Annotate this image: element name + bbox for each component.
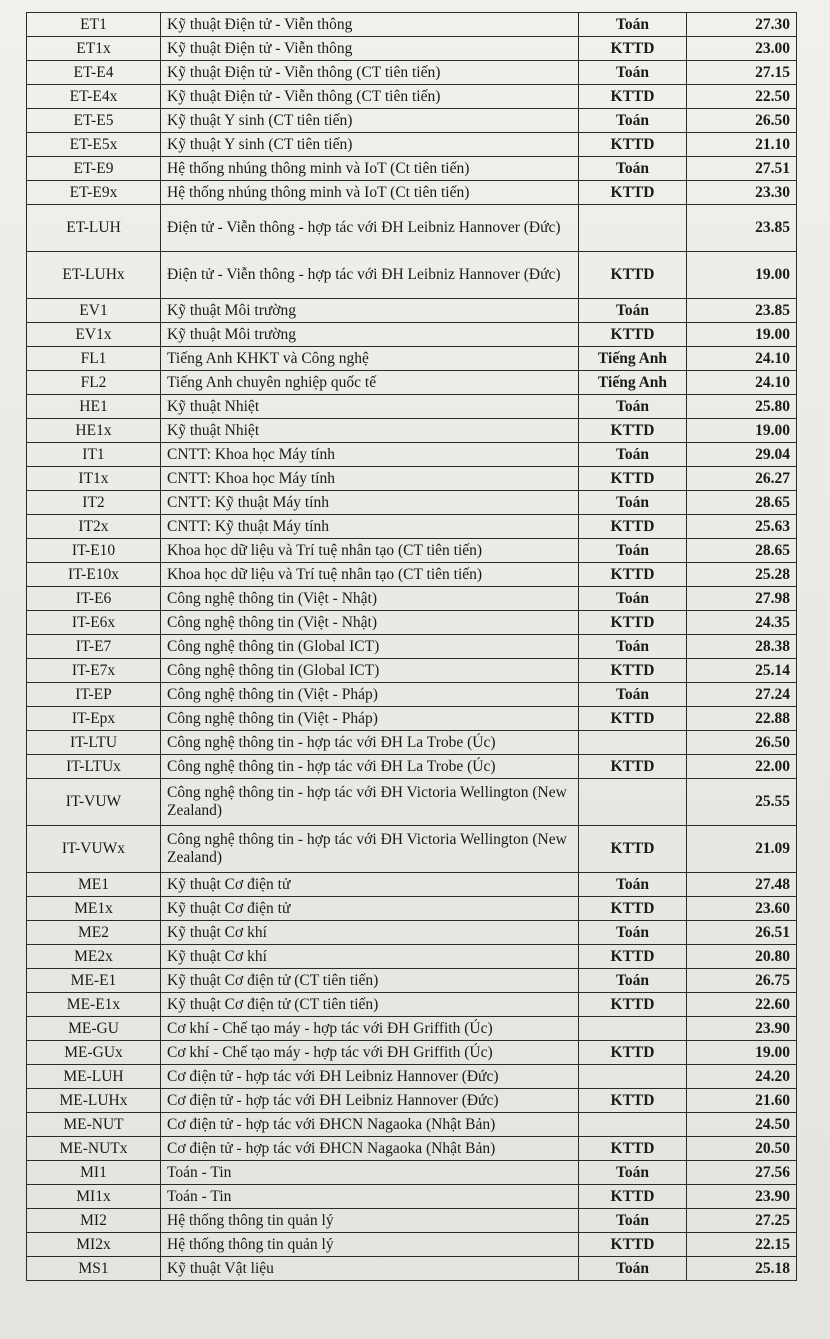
table-row (27, 13, 797, 37)
program-code-cell: IT1x (27, 467, 161, 491)
program-name-cell: Kỹ thuật Nhiệt (161, 395, 579, 419)
table-row (27, 755, 797, 779)
benchmark-score-cell: 28.38 (687, 635, 797, 659)
table-row (27, 181, 797, 205)
main-subject-cell: KTTD (579, 826, 687, 873)
program-code-cell: MI1x (27, 1185, 161, 1209)
program-code-cell: EV1 (27, 299, 161, 323)
program-name-cell: Tiếng Anh chuyên nghiệp quốc tế (161, 371, 579, 395)
program-code-cell: ET-E4 (27, 61, 161, 85)
table-row (27, 659, 797, 683)
main-subject-cell: KTTD (579, 563, 687, 587)
program-name-cell: Kỹ thuật Môi trường (161, 323, 579, 347)
program-code-cell: ME-LUHx (27, 1089, 161, 1113)
main-subject-cell: Toán (579, 1209, 687, 1233)
program-code-cell: ME-NUTx (27, 1137, 161, 1161)
benchmark-score-cell: 27.24 (687, 683, 797, 707)
main-subject-cell: KTTD (579, 467, 687, 491)
program-name-cell: CNTT: Khoa học Máy tính (161, 443, 579, 467)
program-name-cell: Kỹ thuật Y sinh (CT tiên tiến) (161, 133, 579, 157)
table-row (27, 563, 797, 587)
benchmark-score-cell: 25.28 (687, 563, 797, 587)
program-code-cell: IT-E10x (27, 563, 161, 587)
program-code-cell: IT-Epx (27, 707, 161, 731)
table-row (27, 443, 797, 467)
program-code-cell: ET-LUH (27, 205, 161, 252)
program-name-cell: Công nghệ thông tin - hợp tác với ĐH La Trobe (Úc) (161, 755, 579, 779)
table-row (27, 1041, 797, 1065)
main-subject-cell: Toán (579, 1257, 687, 1281)
table-row (27, 205, 797, 252)
benchmark-score-cell: 22.88 (687, 707, 797, 731)
benchmark-score-cell: 25.55 (687, 779, 797, 826)
main-subject-cell: KTTD (579, 37, 687, 61)
main-subject-cell: Toán (579, 1161, 687, 1185)
program-name-cell: Kỹ thuật Cơ điện tử (161, 873, 579, 897)
program-name-cell: Tiếng Anh KHKT và Công nghệ (161, 347, 579, 371)
benchmark-score-cell: 28.65 (687, 539, 797, 563)
table-row (27, 826, 797, 873)
main-subject-cell: Toán (579, 539, 687, 563)
program-name-cell: Kỹ thuật Cơ điện tử (CT tiên tiến) (161, 993, 579, 1017)
main-subject-cell (579, 1065, 687, 1089)
program-code-cell: MI1 (27, 1161, 161, 1185)
program-code-cell: ET1x (27, 37, 161, 61)
program-code-cell: IT-E6x (27, 611, 161, 635)
benchmark-score-cell: 25.18 (687, 1257, 797, 1281)
benchmark-score-cell: 24.35 (687, 611, 797, 635)
benchmark-score-cell: 25.63 (687, 515, 797, 539)
table-body (27, 13, 797, 1281)
program-code-cell: ET-E9x (27, 181, 161, 205)
admission-score-table (26, 12, 797, 1281)
program-name-cell: Công nghệ thông tin (Việt - Nhật) (161, 587, 579, 611)
program-name-cell: Kỹ thuật Cơ điện tử (161, 897, 579, 921)
program-code-cell: FL1 (27, 347, 161, 371)
program-name-cell: CNTT: Kỹ thuật Máy tính (161, 491, 579, 515)
table-row (27, 299, 797, 323)
program-name-cell: Hệ thống thông tin quản lý (161, 1233, 579, 1257)
program-code-cell: FL2 (27, 371, 161, 395)
benchmark-score-cell: 19.00 (687, 323, 797, 347)
main-subject-cell: Toán (579, 873, 687, 897)
program-code-cell: ET-E4x (27, 85, 161, 109)
benchmark-score-cell: 25.80 (687, 395, 797, 419)
main-subject-cell: KTTD (579, 897, 687, 921)
benchmark-score-cell: 22.15 (687, 1233, 797, 1257)
table-row (27, 1209, 797, 1233)
table-row (27, 1161, 797, 1185)
table-row (27, 109, 797, 133)
benchmark-score-cell: 26.50 (687, 109, 797, 133)
program-name-cell: Kỹ thuật Điện tử - Viễn thông (161, 37, 579, 61)
program-code-cell: EV1x (27, 323, 161, 347)
program-name-cell: Công nghệ thông tin (Global ICT) (161, 635, 579, 659)
program-name-cell: Hệ thống nhúng thông minh và IoT (Ct tiên tiến) (161, 181, 579, 205)
program-code-cell: IT-LTUx (27, 755, 161, 779)
benchmark-score-cell: 29.04 (687, 443, 797, 467)
table-row (27, 1233, 797, 1257)
main-subject-cell: KTTD (579, 755, 687, 779)
benchmark-score-cell: 22.50 (687, 85, 797, 109)
table-row (27, 1113, 797, 1137)
program-code-cell: IT-VUW (27, 779, 161, 826)
table-row (27, 897, 797, 921)
table-row (27, 61, 797, 85)
main-subject-cell: Toán (579, 921, 687, 945)
program-name-cell: Kỹ thuật Y sinh (CT tiên tiến) (161, 109, 579, 133)
main-subject-cell: Toán (579, 635, 687, 659)
benchmark-score-cell: 26.75 (687, 969, 797, 993)
main-subject-cell (579, 1017, 687, 1041)
table-row (27, 921, 797, 945)
benchmark-score-cell: 23.90 (687, 1185, 797, 1209)
program-code-cell: MI2 (27, 1209, 161, 1233)
program-code-cell: ME-LUH (27, 1065, 161, 1089)
table-row (27, 1257, 797, 1281)
main-subject-cell: Toán (579, 491, 687, 515)
main-subject-cell: KTTD (579, 611, 687, 635)
program-code-cell: ME2x (27, 945, 161, 969)
program-name-cell: Kỹ thuật Vật liệu (161, 1257, 579, 1281)
program-name-cell: Cơ điện tử - hợp tác với ĐH Leibniz Hannover (Đức) (161, 1065, 579, 1089)
benchmark-score-cell: 27.98 (687, 587, 797, 611)
main-subject-cell: Toán (579, 299, 687, 323)
benchmark-score-cell: 21.10 (687, 133, 797, 157)
program-name-cell: CNTT: Kỹ thuật Máy tính (161, 515, 579, 539)
main-subject-cell: KTTD (579, 707, 687, 731)
table-row (27, 1017, 797, 1041)
program-name-cell: Công nghệ thông tin - hợp tác với ĐH Victoria Wellington (New Zealand) (161, 826, 579, 873)
table-row (27, 945, 797, 969)
program-name-cell: Kỹ thuật Nhiệt (161, 419, 579, 443)
main-subject-cell: KTTD (579, 1041, 687, 1065)
benchmark-score-cell: 21.09 (687, 826, 797, 873)
program-name-cell: Cơ điện tử - hợp tác với ĐHCN Nagaoka (Nhật Bản) (161, 1137, 579, 1161)
program-name-cell: Cơ điện tử - hợp tác với ĐH Leibniz Hannover (Đức) (161, 1089, 579, 1113)
main-subject-cell (579, 779, 687, 826)
program-name-cell: Công nghệ thông tin (Việt - Nhật) (161, 611, 579, 635)
main-subject-cell (579, 731, 687, 755)
main-subject-cell: Toán (579, 587, 687, 611)
benchmark-score-cell: 27.51 (687, 157, 797, 181)
program-name-cell: Điện tử - Viễn thông - hợp tác với ĐH Leibniz Hannover (Đức) (161, 205, 579, 252)
table-row (27, 779, 797, 826)
benchmark-score-cell: 20.80 (687, 945, 797, 969)
table-row (27, 323, 797, 347)
main-subject-cell: KTTD (579, 181, 687, 205)
program-code-cell: ME-GU (27, 1017, 161, 1041)
main-subject-cell: KTTD (579, 1137, 687, 1161)
main-subject-cell: KTTD (579, 252, 687, 299)
program-name-cell: Kỹ thuật Cơ khí (161, 921, 579, 945)
program-code-cell: ME-GUx (27, 1041, 161, 1065)
program-code-cell: ME-E1x (27, 993, 161, 1017)
program-name-cell: Kỹ thuật Cơ khí (161, 945, 579, 969)
benchmark-score-cell: 24.10 (687, 371, 797, 395)
program-name-cell: Công nghệ thông tin - hợp tác với ĐH Victoria Wellington (New Zealand) (161, 779, 579, 826)
program-code-cell: ET-E9 (27, 157, 161, 181)
table-row (27, 635, 797, 659)
benchmark-score-cell: 23.90 (687, 1017, 797, 1041)
main-subject-cell: KTTD (579, 419, 687, 443)
main-subject-cell: KTTD (579, 85, 687, 109)
main-subject-cell: Toán (579, 969, 687, 993)
main-subject-cell: Toán (579, 395, 687, 419)
program-name-cell: Cơ khí - Chế tạo máy - hợp tác với ĐH Griffith (Úc) (161, 1041, 579, 1065)
benchmark-score-cell: 19.00 (687, 419, 797, 443)
main-subject-cell: KTTD (579, 1185, 687, 1209)
program-code-cell: IT2 (27, 491, 161, 515)
benchmark-score-cell: 27.48 (687, 873, 797, 897)
benchmark-score-cell: 23.00 (687, 37, 797, 61)
main-subject-cell: Toán (579, 683, 687, 707)
benchmark-score-cell: 24.20 (687, 1065, 797, 1089)
program-code-cell: ET1 (27, 13, 161, 37)
benchmark-score-cell: 27.30 (687, 13, 797, 37)
program-code-cell: ME-E1 (27, 969, 161, 993)
table-row (27, 993, 797, 1017)
program-code-cell: ET-E5x (27, 133, 161, 157)
table-row (27, 491, 797, 515)
program-code-cell: IT-E10 (27, 539, 161, 563)
main-subject-cell: Toán (579, 109, 687, 133)
table-row (27, 419, 797, 443)
program-code-cell: IT-VUWx (27, 826, 161, 873)
benchmark-score-cell: 26.51 (687, 921, 797, 945)
main-subject-cell: KTTD (579, 945, 687, 969)
table-row (27, 683, 797, 707)
benchmark-score-cell: 28.65 (687, 491, 797, 515)
main-subject-cell: Toán (579, 443, 687, 467)
table-row (27, 539, 797, 563)
program-name-cell: Cơ điện tử - hợp tác với ĐHCN Nagaoka (Nhật Bản) (161, 1113, 579, 1137)
table-row (27, 467, 797, 491)
benchmark-score-cell: 26.50 (687, 731, 797, 755)
program-code-cell: IT-E6 (27, 587, 161, 611)
table-row (27, 347, 797, 371)
benchmark-score-cell: 24.50 (687, 1113, 797, 1137)
benchmark-score-cell: 24.10 (687, 347, 797, 371)
table-row (27, 1065, 797, 1089)
table-row (27, 85, 797, 109)
table-row (27, 133, 797, 157)
program-code-cell: HE1 (27, 395, 161, 419)
main-subject-cell: KTTD (579, 323, 687, 347)
benchmark-score-cell: 21.60 (687, 1089, 797, 1113)
table-row (27, 515, 797, 539)
program-name-cell: Hệ thống thông tin quản lý (161, 1209, 579, 1233)
program-name-cell: Kỹ thuật Điện tử - Viễn thông (161, 13, 579, 37)
program-code-cell: IT1 (27, 443, 161, 467)
program-name-cell: Công nghệ thông tin (Việt - Pháp) (161, 707, 579, 731)
program-name-cell: Cơ khí - Chế tạo máy - hợp tác với ĐH Griffith (Úc) (161, 1017, 579, 1041)
main-subject-cell: Tiếng Anh (579, 347, 687, 371)
benchmark-score-cell: 23.60 (687, 897, 797, 921)
program-name-cell: Kỹ thuật Cơ điện tử (CT tiên tiến) (161, 969, 579, 993)
program-code-cell: IT-E7x (27, 659, 161, 683)
program-name-cell: Công nghệ thông tin (Global ICT) (161, 659, 579, 683)
benchmark-score-cell: 22.00 (687, 755, 797, 779)
benchmark-score-cell: 27.56 (687, 1161, 797, 1185)
table-row (27, 371, 797, 395)
program-code-cell: ET-E5 (27, 109, 161, 133)
program-code-cell: ME1 (27, 873, 161, 897)
program-code-cell: IT2x (27, 515, 161, 539)
benchmark-score-cell: 26.27 (687, 467, 797, 491)
table-row (27, 1137, 797, 1161)
benchmark-score-cell: 27.25 (687, 1209, 797, 1233)
program-name-cell: Điện tử - Viễn thông - hợp tác với ĐH Leibniz Hannover (Đức) (161, 252, 579, 299)
program-code-cell: IT-LTU (27, 731, 161, 755)
program-code-cell: ET-LUHx (27, 252, 161, 299)
main-subject-cell: KTTD (579, 1089, 687, 1113)
program-name-cell: Khoa học dữ liệu và Trí tuệ nhân tạo (CT tiên tiến) (161, 563, 579, 587)
table-row (27, 157, 797, 181)
benchmark-score-cell: 23.30 (687, 181, 797, 205)
benchmark-score-cell: 22.60 (687, 993, 797, 1017)
table-row (27, 707, 797, 731)
main-subject-cell: KTTD (579, 659, 687, 683)
program-code-cell: ME-NUT (27, 1113, 161, 1137)
program-code-cell: ME2 (27, 921, 161, 945)
main-subject-cell: Tiếng Anh (579, 371, 687, 395)
program-code-cell: IT-E7 (27, 635, 161, 659)
program-name-cell: Khoa học dữ liệu và Trí tuệ nhân tạo (CT tiên tiến) (161, 539, 579, 563)
main-subject-cell: Toán (579, 13, 687, 37)
benchmark-score-cell: 20.50 (687, 1137, 797, 1161)
program-name-cell: Kỹ thuật Môi trường (161, 299, 579, 323)
table-row (27, 587, 797, 611)
program-name-cell: Hệ thống nhúng thông minh và IoT (Ct tiên tiến) (161, 157, 579, 181)
main-subject-cell: Toán (579, 61, 687, 85)
table-row (27, 252, 797, 299)
program-name-cell: CNTT: Khoa học Máy tính (161, 467, 579, 491)
program-code-cell: MI2x (27, 1233, 161, 1257)
table-row (27, 611, 797, 635)
main-subject-cell: KTTD (579, 1233, 687, 1257)
program-code-cell: MS1 (27, 1257, 161, 1281)
program-name-cell: Kỹ thuật Điện tử - Viễn thông (CT tiên tiến) (161, 61, 579, 85)
table-row (27, 1089, 797, 1113)
program-code-cell: ME1x (27, 897, 161, 921)
program-code-cell: HE1x (27, 419, 161, 443)
benchmark-score-cell: 19.00 (687, 1041, 797, 1065)
table-row (27, 1185, 797, 1209)
benchmark-score-cell: 19.00 (687, 252, 797, 299)
table-row (27, 395, 797, 419)
main-subject-cell: KTTD (579, 515, 687, 539)
benchmark-score-cell: 23.85 (687, 205, 797, 252)
main-subject-cell: Toán (579, 157, 687, 181)
table-row (27, 969, 797, 993)
main-subject-cell (579, 1113, 687, 1137)
main-subject-cell: KTTD (579, 993, 687, 1017)
program-name-cell: Công nghệ thông tin (Việt - Pháp) (161, 683, 579, 707)
program-name-cell: Kỹ thuật Điện tử - Viễn thông (CT tiên tiến) (161, 85, 579, 109)
table-row (27, 731, 797, 755)
benchmark-score-cell: 25.14 (687, 659, 797, 683)
program-name-cell: Toán - Tin (161, 1161, 579, 1185)
main-subject-cell (579, 205, 687, 252)
program-code-cell: IT-EP (27, 683, 161, 707)
benchmark-score-cell: 27.15 (687, 61, 797, 85)
program-name-cell: Toán - Tin (161, 1185, 579, 1209)
table-row (27, 37, 797, 61)
benchmark-score-cell: 23.85 (687, 299, 797, 323)
program-name-cell: Công nghệ thông tin - hợp tác với ĐH La Trobe (Úc) (161, 731, 579, 755)
main-subject-cell: KTTD (579, 133, 687, 157)
table-row (27, 873, 797, 897)
